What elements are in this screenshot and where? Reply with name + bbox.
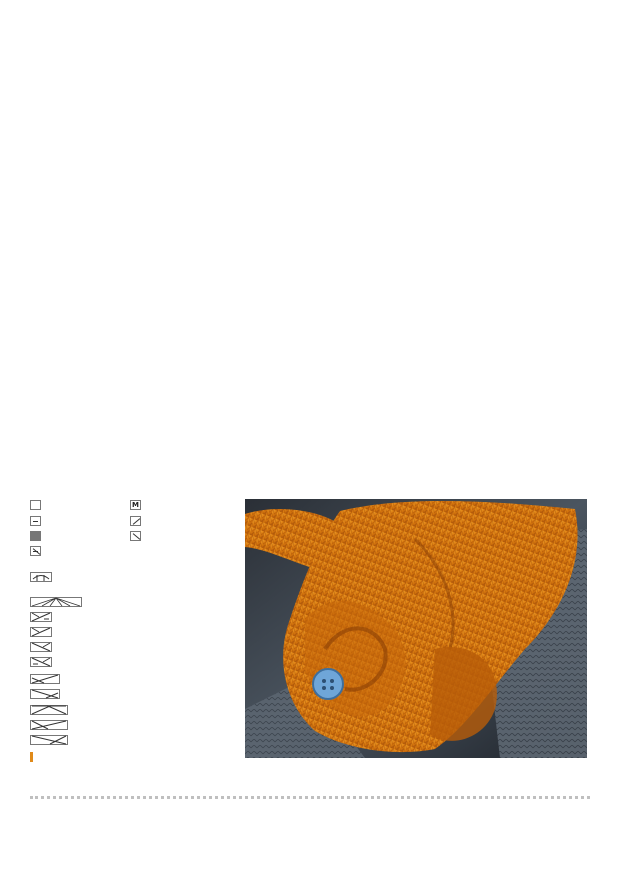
- c2b-symbol-icon: [30, 627, 52, 637]
- legend-t2b: [30, 657, 56, 667]
- mitten-photo: [245, 499, 587, 758]
- purl-symbol-icon: [30, 516, 41, 526]
- knit-symbol-icon: [30, 500, 41, 510]
- legend-t3b: [30, 674, 64, 684]
- legend-knit: [30, 500, 45, 510]
- legend-no-stitch: [30, 531, 45, 541]
- k2tog-symbol-icon: [130, 516, 141, 526]
- slip-two-knit-symbol-icon: [30, 572, 52, 582]
- legend-c4b: [30, 705, 72, 715]
- t4f-symbol-icon: [30, 735, 68, 745]
- t2b-symbol-icon: [30, 657, 52, 667]
- t4b-symbol-icon: [30, 720, 68, 730]
- legend-t2f: [30, 612, 56, 622]
- c2f-symbol-icon: [30, 642, 52, 652]
- legend-k2tog: [130, 516, 145, 526]
- legend-m1: [130, 500, 145, 510]
- no-stitch-symbol-icon: [30, 531, 41, 541]
- t3b-symbol-icon: [30, 674, 60, 684]
- legend-slip1-2k: [30, 572, 236, 582]
- pull-symbol-icon: [130, 531, 141, 541]
- legend-round-start: [30, 752, 37, 762]
- legend-t4b: [30, 720, 72, 730]
- c4b-symbol-icon: [30, 705, 68, 715]
- legend-c2b: [30, 627, 56, 637]
- legend-purl: [30, 516, 45, 526]
- increase-4-symbol-icon: [30, 597, 82, 607]
- t3f-symbol-icon: [30, 689, 60, 699]
- m1-symbol-icon: M: [130, 500, 141, 510]
- legend-t4f: [30, 735, 72, 745]
- legend-t3f: [30, 689, 64, 699]
- slip-k2tog-symbol-icon: [30, 546, 41, 556]
- legend-increase-4: [30, 597, 86, 607]
- legend-pull: [130, 531, 145, 541]
- legend-c2f: [30, 642, 56, 652]
- t2f-symbol-icon: [30, 612, 52, 622]
- round-start-marker-icon: [30, 752, 33, 762]
- legend-slip1-k2tog: [30, 546, 225, 556]
- footer-divider: [30, 796, 590, 799]
